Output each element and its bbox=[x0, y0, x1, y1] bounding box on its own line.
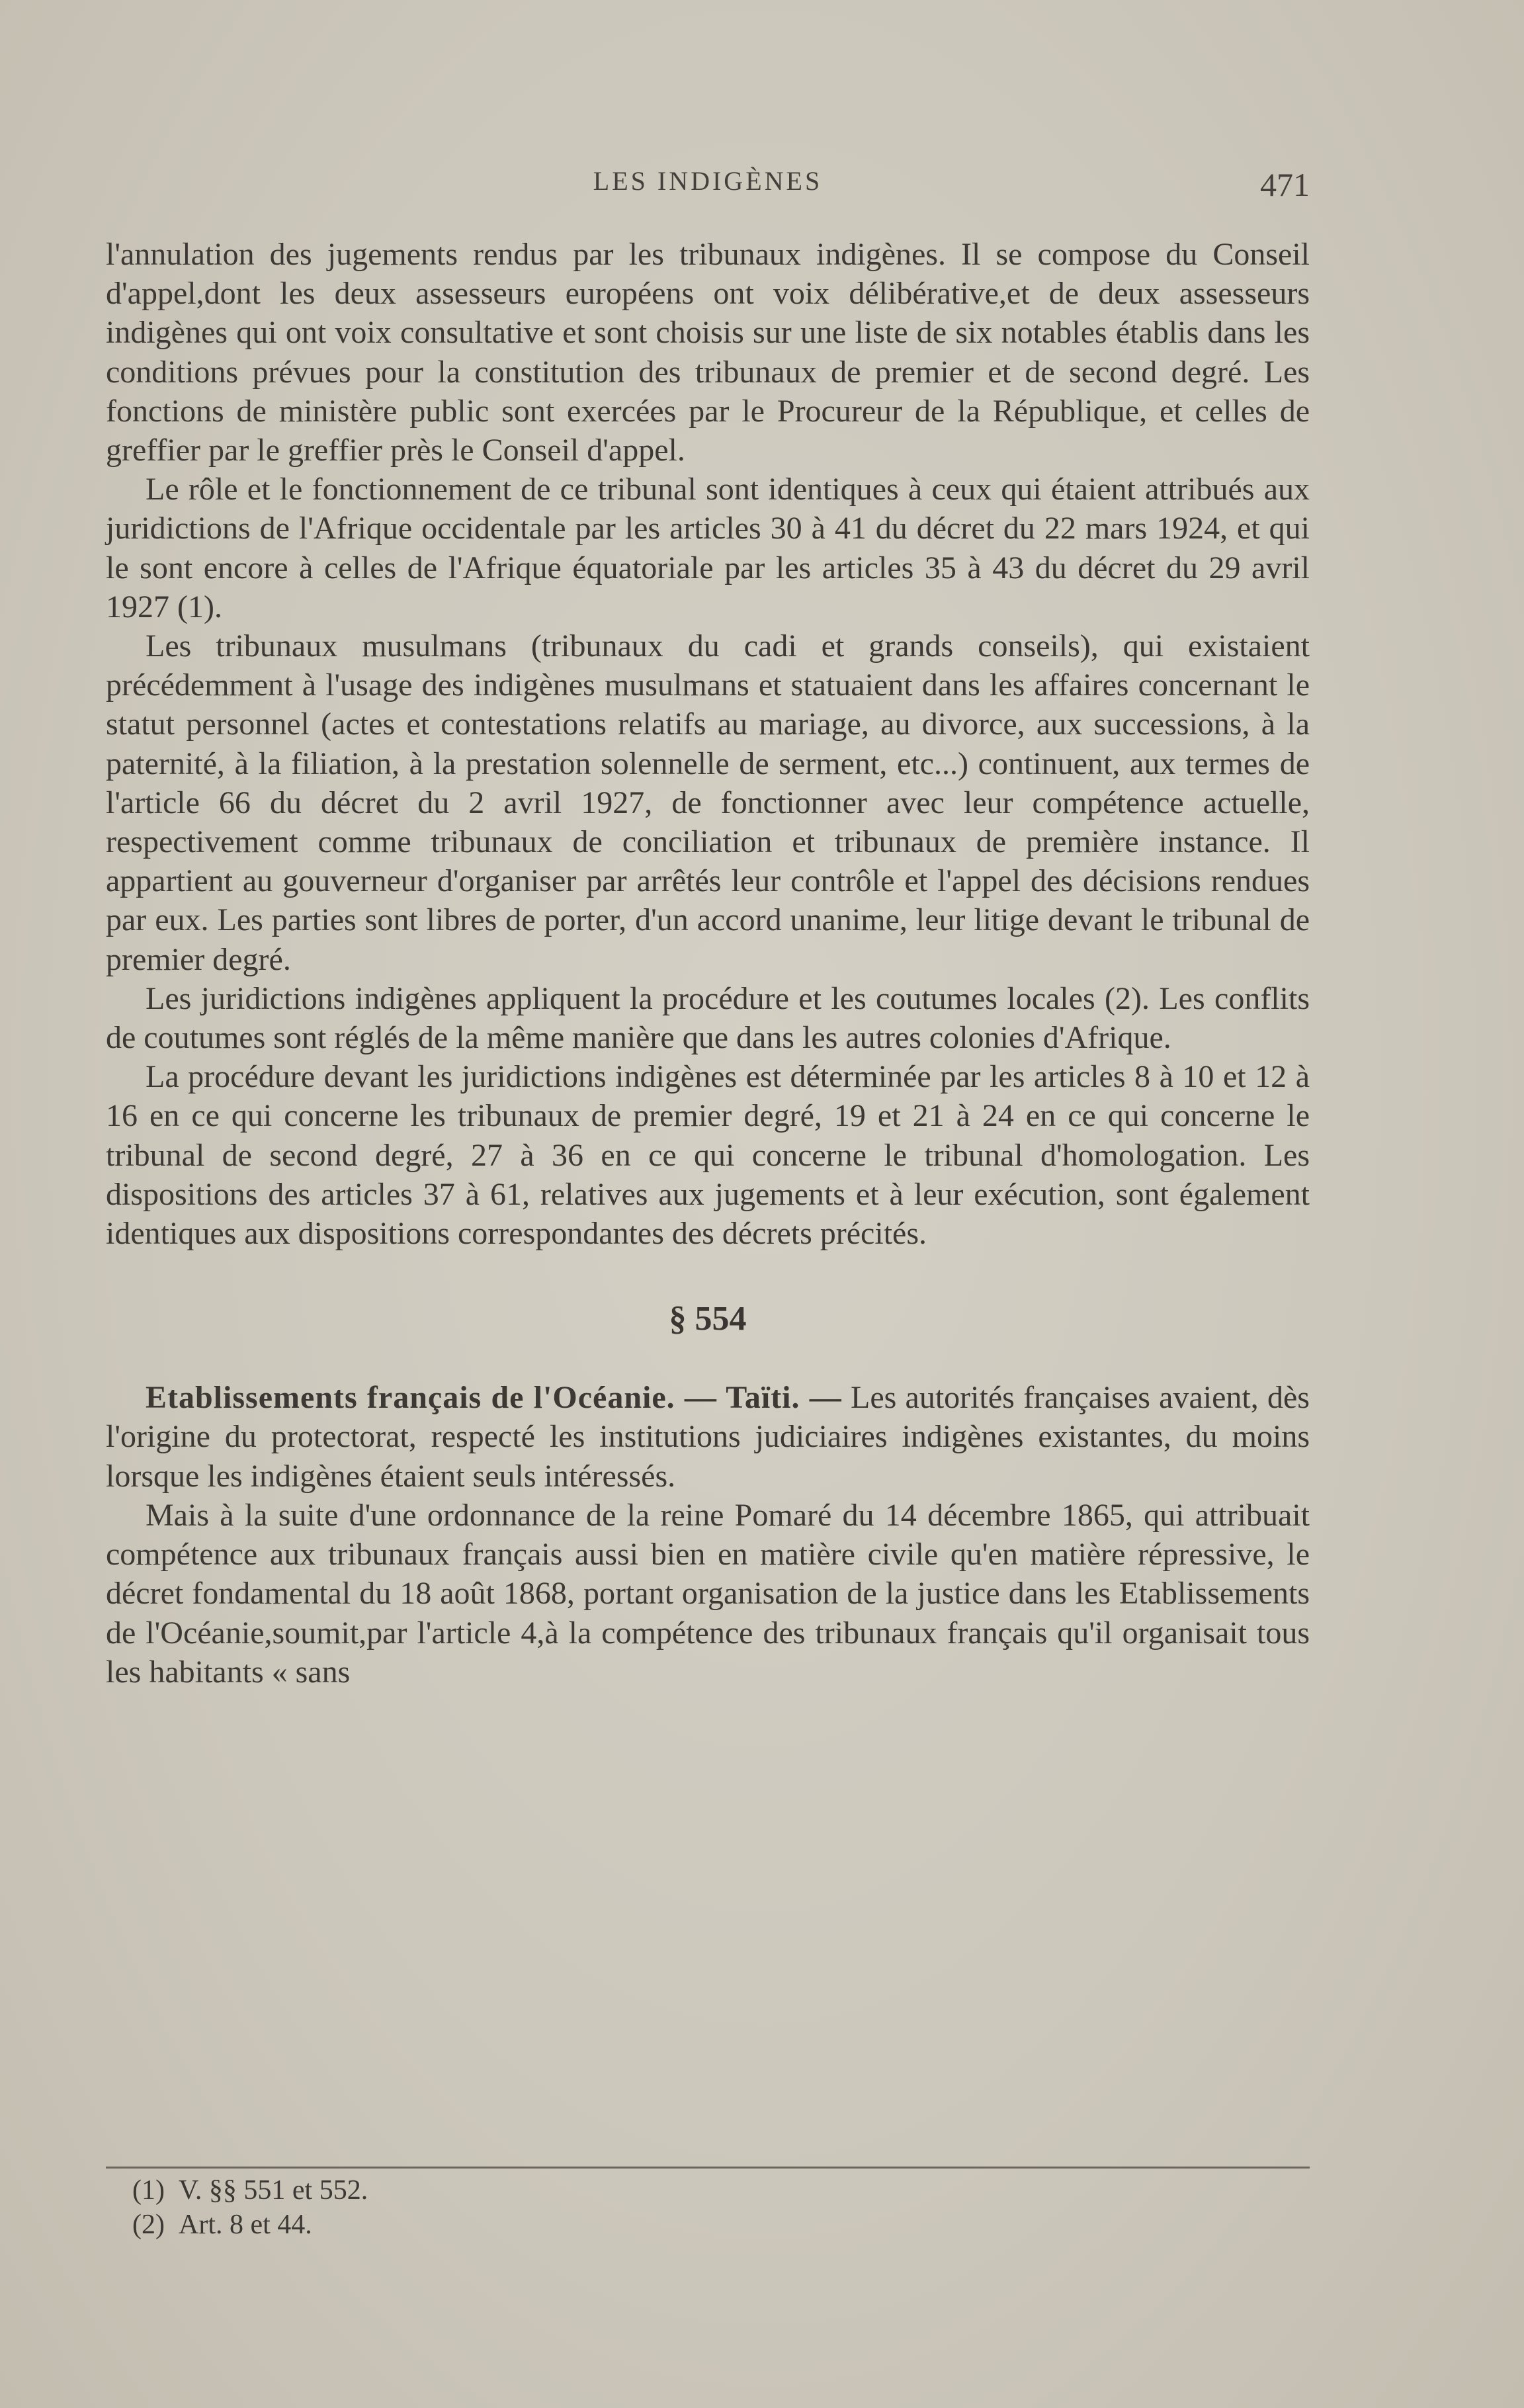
section-heading: Etablissements français de l'Océanie. — Taïti. — bbox=[146, 1380, 842, 1416]
footnote-divider bbox=[106, 2167, 1310, 2169]
paragraph-procedure-customs: Les juridictions indigènes appliquent la procédure et les coutumes locales (2). Les conflits de coutumes sont réglés de la même manière que dans les autres colonies d'Afrique. bbox=[106, 980, 1310, 1056]
paragraph-continuation: l'annulation des jugements rendus par les tribunaux indigènes. Il se compose du Conseil d'appel,dont les deux assesseurs européens ont voix délibérative,et de deux assesseurs indigènes qui ont voix consultative et sont choisis sur une liste de six notables établis dans les conditions prévues pour la constitution des tribunaux de premier et de second degré. Les fonctions de ministère public sont exercées par le Procureur de la République, et celles de greffier par le greffier près le Conseil d'appel. bbox=[106, 237, 1310, 468]
footnote-2 bbox=[132, 2208, 1257, 2242]
footnote-text: V. §§ 551 et 552. bbox=[179, 2175, 368, 2206]
footnote-number: (2) bbox=[132, 2210, 165, 2240]
body-text bbox=[106, 235, 1310, 1692]
paragraph-procedure-articles: La procédure devant les juridictions indigènes est déterminée par les articles 8 à 10 et 12 à 16 en ce qui concerne les tribunaux de premier degré, 19 et 21 à 24 en ce qui concerne le tribunal de second degré, 27 à 36 en ce qui concerne le tribunal d'homologation. Les dispositions des articles 37 à 61, relatives aux jugements et à leur exécution, sont également identiques aux dispositions correspondantes des décrets précités. bbox=[106, 1059, 1310, 1252]
page-header bbox=[106, 165, 1310, 205]
paragraph-tribunal-role: Le rôle et le fonctionnement de ce tribunal sont identiques à ceux qui étaient attribués aux juridictions de l'Afrique occidentale par les articles 30 à 41 du décret du 22 mars 1924, et qui le sont encore à celles de l'Afrique équatoriale par les articles 35 à 43 du décret du 29 avril 1927 (1). bbox=[106, 472, 1310, 624]
footnote-number: (1) bbox=[132, 2175, 165, 2206]
running-title: LES INDIGÈNES bbox=[593, 166, 823, 196]
footnote-1 bbox=[132, 2173, 1257, 2208]
section-number: § 554 bbox=[669, 1300, 747, 1338]
paragraph-pomare-ordinance: Mais à la suite d'une ordonnance de la reine Pomaré du 14 décembre 1865, qui attribuait compétence aux tribunaux français aussi bien en matière civile qu'en matière répressive, le décret fondamental du 18 août 1868, portant organisation de la justice dans les Etablissements de l'Océanie,soumit,par l'article 4,à la compétence des tribunaux français qu'il organisait tous les habitants « sans bbox=[106, 1497, 1310, 1690]
section-heading-paragraph bbox=[106, 1378, 1310, 1496]
footnote-text: Art. 8 et 44. bbox=[179, 2210, 312, 2240]
page-number: 471 bbox=[1260, 166, 1310, 203]
footnotes bbox=[132, 2173, 1257, 2242]
paragraph-muslim-tribunals: Les tribunaux musulmans (tribunaux du cadi et grands conseils), qui existaient précédemment à l'usage des indigènes musulmans et statuaient dans les affaires concernant le statut personnel (actes et contestations relatifs au mariage, au divorce, aux successions, à la paternité, à la filiation, à la prestation solennelle de serment, etc...) continuent, aux termes de l'article 66 du décret du 2 avril 1927, de fonctionner avec leur compétence actuelle, respectivement comme tribunaux de conciliation et tribunaux de première instance. Il appartient au gouverneur d'organiser par arrêtés leur contrôle et l'appel des décisions rendues par eux. Les parties sont libres de porter, d'un accord unanime, leur litige devant le tribunal de premier degré. bbox=[106, 628, 1310, 977]
section-intro-text: Les autorités françaises avaient, dès l'origine du protectorat, respecté les institutions judiciaires indigènes existantes, du moins lorsque les indigènes étaient seuls intéressés. bbox=[106, 1380, 1310, 1494]
